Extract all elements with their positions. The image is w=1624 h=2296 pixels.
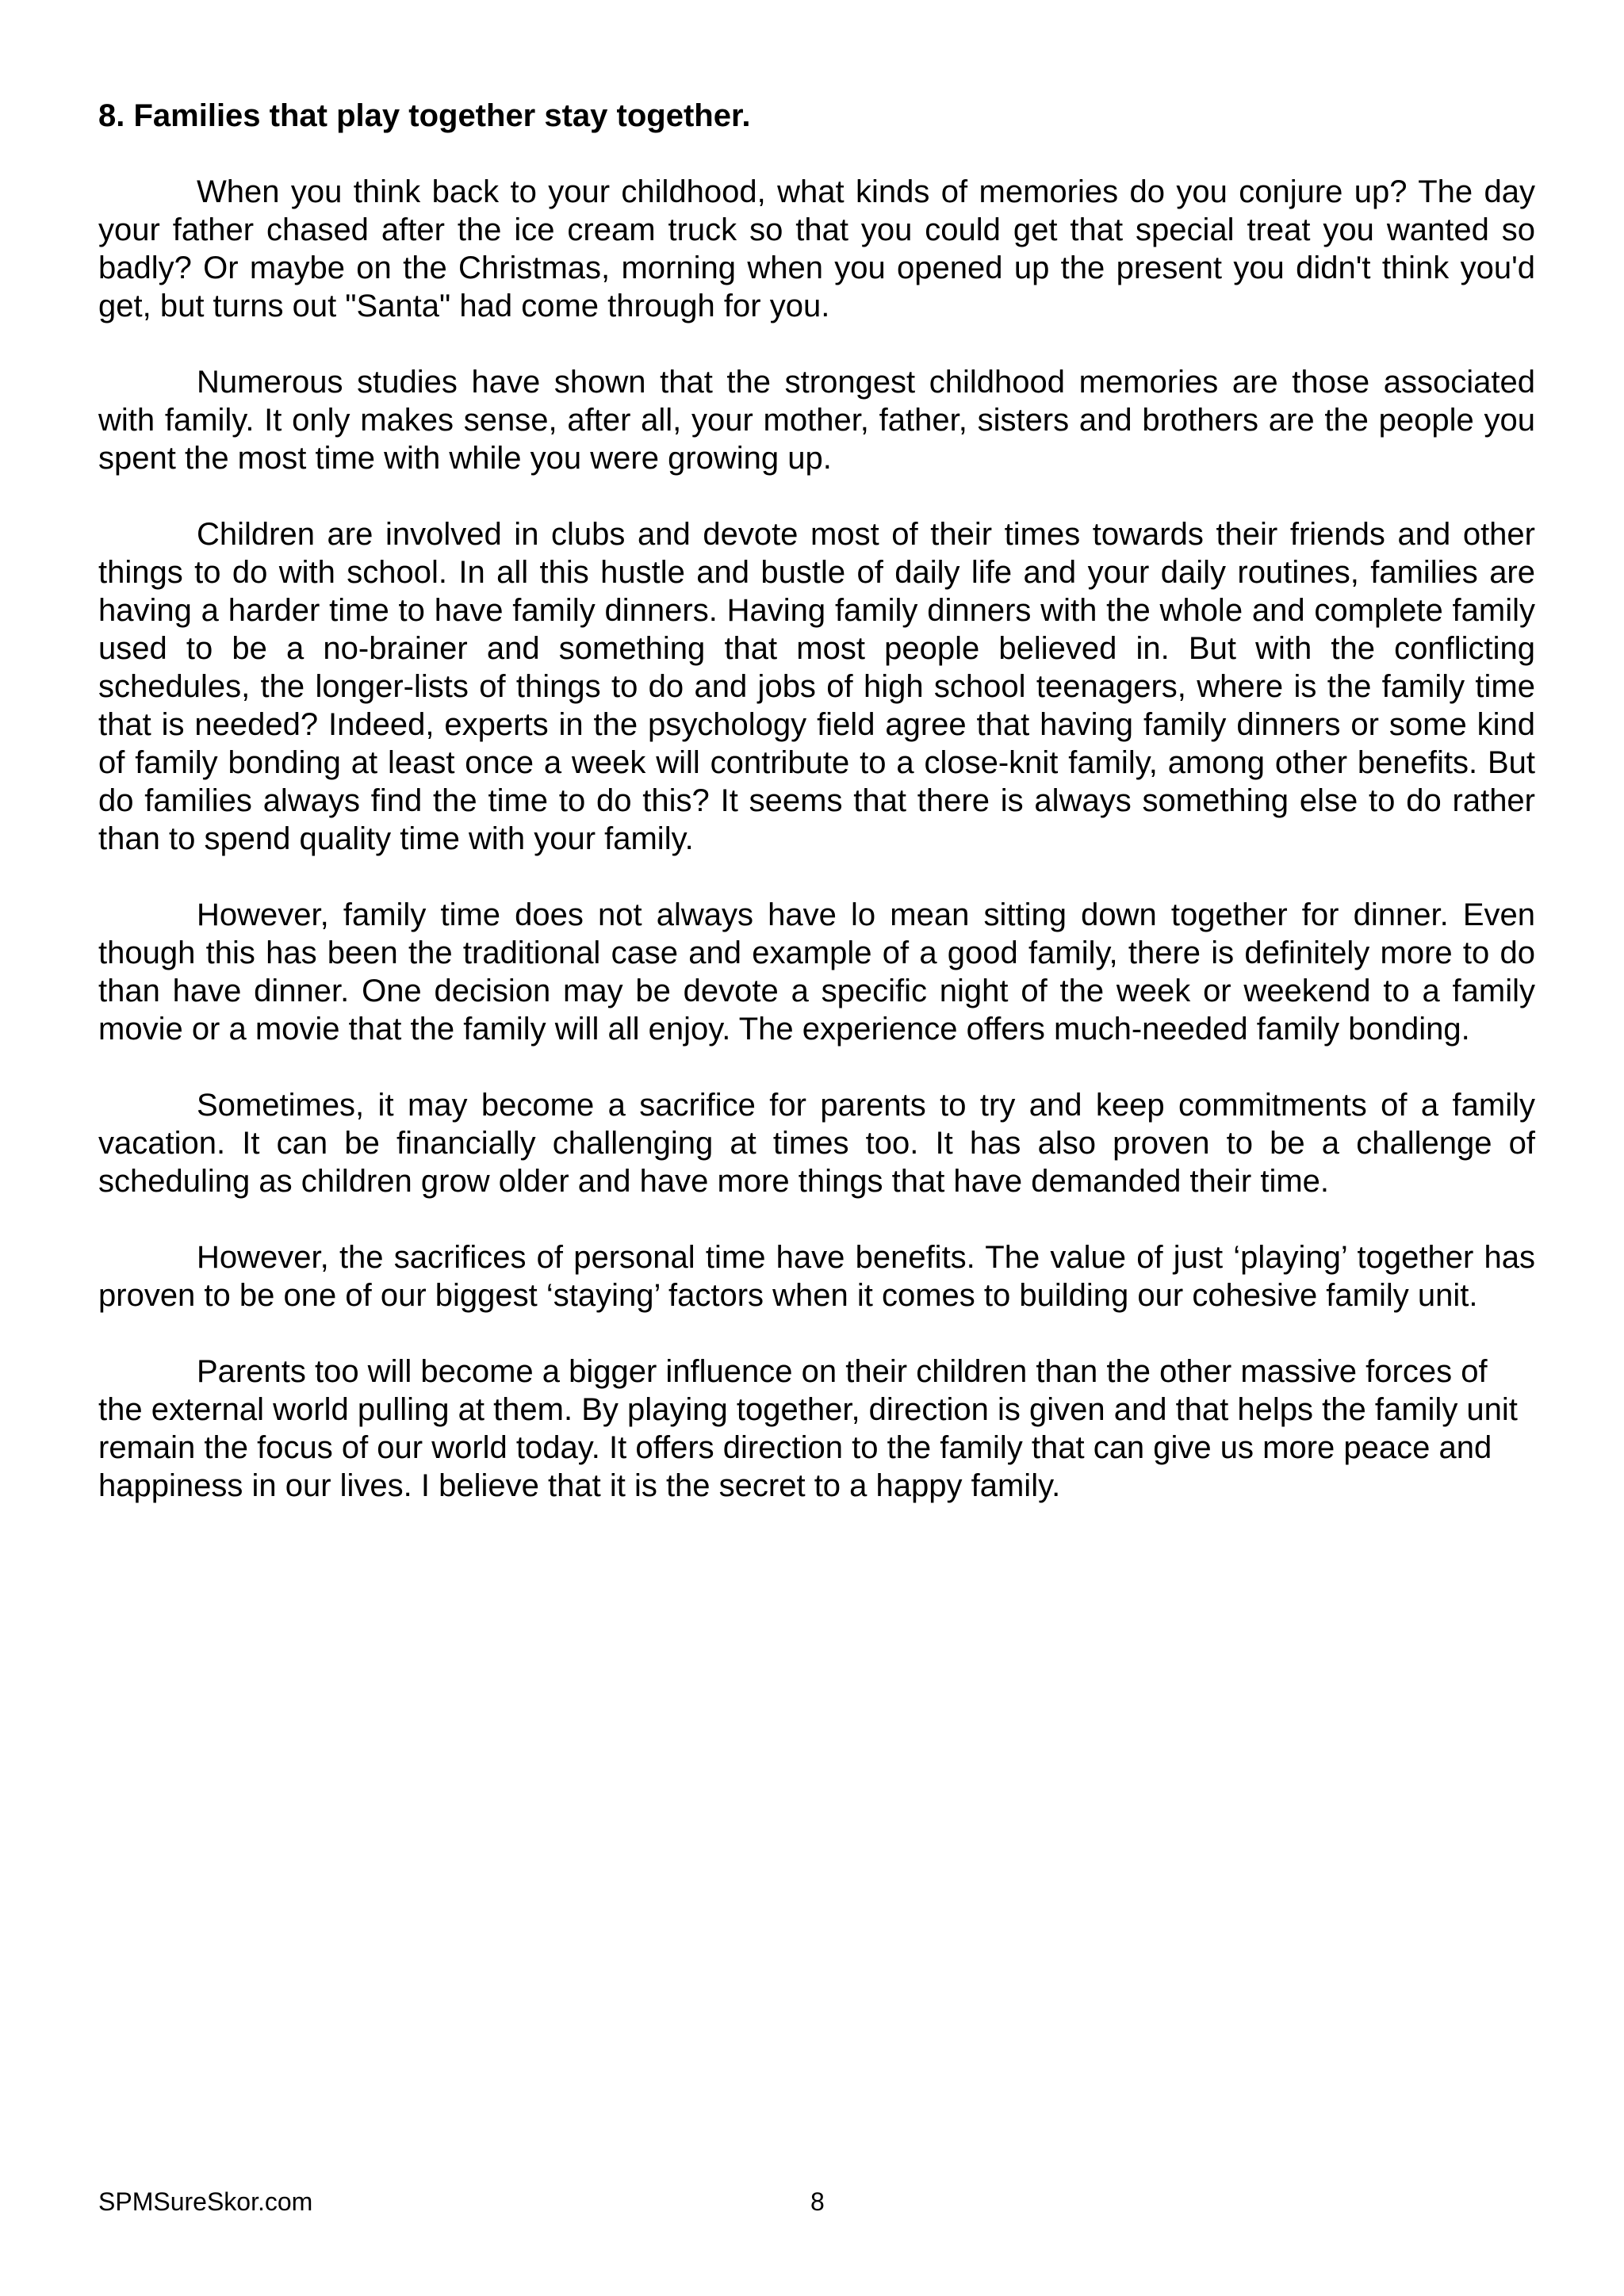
paragraph-family-memories: Numerous studies have shown that the strongest childhood memories are those associated with family. It only makes sense, after all, your mother, father, sisters and brothers are the people you spent the most time with while you were growing up. [98,365,1535,476]
page-number: 8 [810,2187,825,2216]
paragraph-childhood-memories: When you think back to your childhood, what kinds of memories do you conjure up? The day your father chased after the ice cream truck so that you could get that special treat you wanted so badly? Or maybe on the Christmas, morning when you opened up the present you didn't think you'd get, but turns out "Santa" had come through for you. [98,174,1535,323]
paragraph-benefits: However, the sacrifices of personal time have benefits. The value of just ‘playing’ together has proven to be one of our biggest ‘staying’ factors when it comes to building our cohesive family unit. [98,1240,1535,1313]
paragraph-sacrifice: Sometimes, it may become a sacrifice for parents to try and keep commitments of a family vacation. It can be financially challenging at times too. It has also proven to be a challenge of scheduling as children grow older and have more things that have demanded their time. [98,1088,1535,1199]
footer-site-name: SPMSureSkor.com [98,2187,313,2216]
paragraph-family-dinners: Children are involved in clubs and devote most of their times towards their friends and other things to do with school. In all this hustle and bustle of daily life and your daily routines, families are having a harder time to have family dinners. Having family dinners with the whole and complete family used to be a no-brainer and something that most people believed in. But with the conflicting schedules, the longer-lists of things to do and jobs of high school teenagers, where is the family time that is needed? Indeed, experts in the psychology field agree that having family dinners or some kind of family bonding at least once a week will contribute to a close-knit family, among other benefits. But do families always find the time to do this? It seems that there is always something else to do rather than to spend quality time with your family. [98,517,1535,856]
document-page [98,97,1535,1543]
paragraph-family-time: However, family time does not always have lo mean sitting down together for dinner. Even though this has been the traditional case and example of a good family, there is definitely more to do than have dinner. One decision may be devote a specific night of the week or weekend to a family movie or a movie that the family will all enjoy. The experience offers much-needed family bonding. [98,897,1535,1047]
section-heading: 8. Families that play together stay together. [98,98,751,133]
paragraph-conclusion: Parents too will become a bigger influence on their children than the other massive forces of the external world pulling at them. By playing together, direction is given and that helps the family unit remain the focus of our world today. It offers direction to the family that can give us more peace and happiness in our lives. I believe that it is the secret to a happy family. [98,1354,1518,1503]
